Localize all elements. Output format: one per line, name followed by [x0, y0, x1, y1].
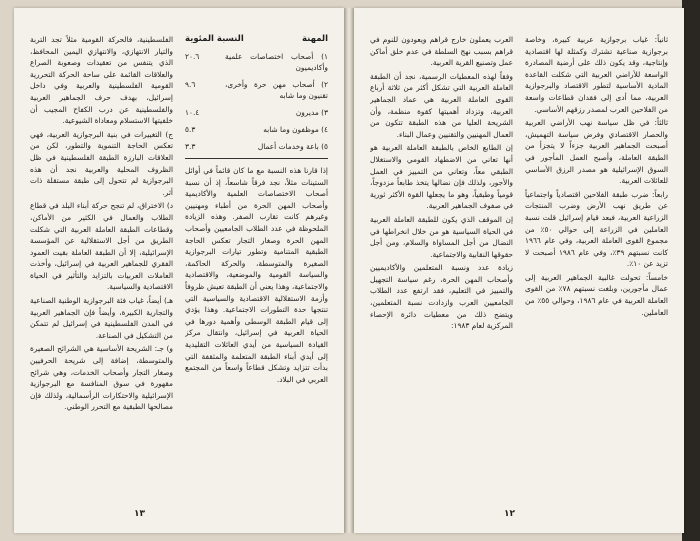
occupation-cell: ٢) أصحاب مهن حرة وأخرى، تقنيون وما شابه	[225, 80, 328, 100]
percent-cell: ٣.٣	[185, 142, 196, 151]
left-page-right-column	[185, 34, 328, 504]
paragraph: إن الموقف الذي يكون للطبقة العاملة العربية في الحياة السياسية هو من خلال انخراطها في النضال من أجل المساواة والسلام، ومن أجل حقوقها النقابية والاجتماعية.	[370, 214, 513, 259]
occupation-cell: ٤) موظفون وما شابه	[263, 125, 328, 134]
percent-cell: ٩.٦	[185, 80, 196, 89]
table-row	[185, 107, 328, 118]
header-occupation: المهنة	[301, 34, 328, 44]
table-row	[185, 79, 328, 101]
book-gutter	[344, 8, 354, 533]
header-percent: النسبة المئوية	[185, 34, 244, 44]
paragraph: و) جـ: الشريحة الأساسية هي الشرائح الصغيرة والمتوسطة، إضافة إلى شريحة الحرفيين وصغار التجار وأصحاب الخدمات، وهي شرائح مقهورة في سوق المنافسة مع البرجوازية الإسرائيلية والاحتكارات الرأسمالية، ولذلك فإن مصالحها الطبقية مع التحرر الوطني.	[30, 344, 173, 412]
page-number: ١٢	[504, 509, 515, 519]
table-row	[185, 141, 328, 152]
percent-cell: ٥.٣	[185, 125, 196, 134]
percent-cell: ٢٠.٦	[185, 52, 200, 61]
left-page-left-column	[30, 34, 173, 504]
paragraph: وفقاً لهذه المعطيات الرسمية، نجد أن الطبقة العاملة العربية التي تشكل أكثر من ثلاثة أرباع القوى العاملة العربية هي عماد الجماهير العربية، وتزداد أهميتها كقوة منظمة، وأن الشريحة العليا من هذه الطبقة تتكون من العمال المهنيين والتقنيين وعمال البناء.	[370, 71, 513, 139]
paragraph: زيادة عدد ونسبة المتعلمين والأكاديميين وأصحاب المهن الحرة، رغم سياسة التجهيل والتمييز في التعليم، فقد ارتفع عدد الطلاب الجامعيين العرب وازدادت نسبة المتعلمين، ويتضح ذلك من معطيات دائرة الإحصاء المركزية لعام ١٩٨٣:	[370, 263, 513, 331]
table-row	[185, 51, 328, 73]
occupation-table	[185, 34, 328, 159]
paragraph: الفلسطينية، فالحركة القومية مثلاً تجد التربة والتيار الانتهازي، والانتهازي اليمين المحافظ، الذي يتنفس من تعقيدات وصعوبة الصراع والعلاقات القائمة على ساحة الحركة التحررية القومية الفلسطينية والعربية وفي داخل إسرائيل، بهدف حرف الجماهير العربية والفلسطينية عن درب الكفاح المجيب أن خلفيتها الاستسلام ومعاداة الشيوعية.	[30, 35, 173, 126]
table-divider	[185, 158, 328, 159]
paragraph: ثانياً: غياب برجوازية عربية كبيرة، وخاصة برجوازية صناعية تشترك وكمثلة لها اقتصادية وإنتاجية، وقد يكون ذلك على أرضية المصادرة الواسعة للأراضي العربية التي شكلت القاعدة المادية الأساسية لتطور الاقتصاد والبرجوازية العربية، مما أدى إلى فقدان قطاعات واسعة من الفلاحين العرب لمصدر رزقهم الأساسي.	[525, 35, 668, 114]
paragraph: رابعاً: ضرب طبقة الفلاحين اقتصادياً واجتماعياً عن طريق نهب الأرض وضرب المنتجات الزراعية العربية، فبعد قيام إسرائيل قلت نسبة العاملين في الزراعة إلى حوالي ٥٠٪ من مجموع القوى العاملة العربية، وفي عام ١٩٦٦ كانت نسبتهم ٣٩٪، وفي عام ١٩٨٦ أصبحت لا تزيد عن ١٠٪.	[525, 189, 668, 269]
paragraph: العرب يعملون خارج قراهم ويعودون للنوم في قراهم بسبب نهج السلطة في عدم خلق أماكن عمل وتصنيع القرية العربية.	[370, 35, 513, 68]
left-page	[14, 8, 344, 533]
occupation-cell: ٥) باعة وخدمات أعمال	[257, 142, 328, 151]
paragraph: د) الاختراق، لم تنجح حركة أبناء البلد في قطاع الطلاب والعمال في الكثير من الأماكن، وقطاعات الطبقة العاملة العربية التي شكلت الطريق من أجل الاستقلالية عن المؤسسة الإسرائيلية، إلا أن الطبقة العاملة بقيت العمود الفقري للجماهير العربية في إسرائيل، وأخذت العاملات العربيات بالتزايد والتأثير في الحياة الاقتصادية والسياسية.	[30, 201, 173, 292]
paragraph: ثالثاً: في ظل سياسة نهب الأراضي العربية والحصار الاقتصادي وفرض سياسة التهميش، أصبحت الجماهير العربية جزءاً لا يتجزأ من الطبقة العاملة، وأصبح العمل المأجور في السوق الإسرائيلية هو مصدر الرزق الأساسي للعائلات العربية.	[525, 118, 668, 186]
paragraph: ج) التغييرات في بنية البرجوازية العربية، فهي تعكس الحاجة التنموية والتطور، لكن من العلاقات البارزة الطبقة الفلسطينية في ظل الظروف المحلية والعربية نجد أن هذه البرجوازية لم تتحول إلى طبقة مستقلة ذات أثر.	[30, 129, 173, 197]
paragraph: هـ) أيضاً، غياب فئة البرجوازية الوطنية الصناعية والتجارية الكبيرة، وأيضاً فإن الجماهير العربية في المدن الفلسطينية في إسرائيل لم تتمكن من التشكيل في الصناعة.	[30, 296, 173, 340]
occupation-cell: ١) أصحاب اختصاصات علمية وأكاديميون	[225, 52, 328, 72]
paragraph: إن الطابع الخاص بالطبقة العاملة العربية هو أنها تعاني من الاضطهاد القومي والاستغلال الطبقي معاً، وتعاني من التمييز في العمل والأجور، ولذلك فإن نضالها يتخذ طابعاً مزدوجاً، قومياً وطبقياً، وهو ما يجعلها القوة الأكثر ثورية في صفوف الجماهير العربية.	[370, 143, 513, 211]
binder-edge	[682, 0, 700, 541]
occupation-cell: ٣) مديرون	[295, 108, 328, 117]
percent-cell: ١٠.٤	[185, 108, 200, 117]
paragraph: خامساً: تحولت غالبية الجماهير العربية إلى عمال مأجورين، وبلغت نسبتهم ٧٨٪ من القوى العاملة العربية في عام ١٩٨٦، وحوالي ٥٥٪ من العاملين.	[525, 272, 668, 317]
right-page-left-column	[370, 34, 513, 504]
table-header	[185, 34, 328, 45]
right-page	[354, 8, 684, 533]
table-row	[185, 124, 328, 135]
paragraph: إذا قارنا هذه النسبة مع ما كان قائماً في أوائل الستينات مثلاً، نجد فرقاً شاسعاً، إذ أن نسبة أصحاب الاختصاصات العلمية والأكاديمية وأصحاب المهن الحرة من أطباء ومهنيين وغيرهم كانت تقارب الصفر. وهذه الزيادة الملحوظة في عدد الطلاب الجامعيين وأصحاب المهن الحرة وصغار التجار تعكس الحاجة الطبقية المتنامية وتطور تيارات البرجوازية الصغيرة والمتوسطة، والحركة الحاكمة، والسياسة القومية والموضعية، والاقتصادية والاجتماعية، وهذا يعني أن الطبقة تعيش ظروفاً وأزمة الاستقلالية الاقتصادية والسياسية التي تنتجها حدة التطورات الاجتماعية. وهذا يؤدي إلى قيام الطبقة الوسطى وأهمية دورها في الحياة العربية في إسرائيل، وانتقال مركز القيادة السياسية من أيدي العائلات التقليدية إلى أيدي أبناء الطبقة المتعلمة والمثقفة التي بدأت تتزايد وتشكل قطاعاً واسعاً من المجتمع العربي في البلاد.	[185, 166, 328, 384]
page-number: ١٣	[134, 509, 145, 519]
right-page-right-column	[525, 34, 668, 504]
